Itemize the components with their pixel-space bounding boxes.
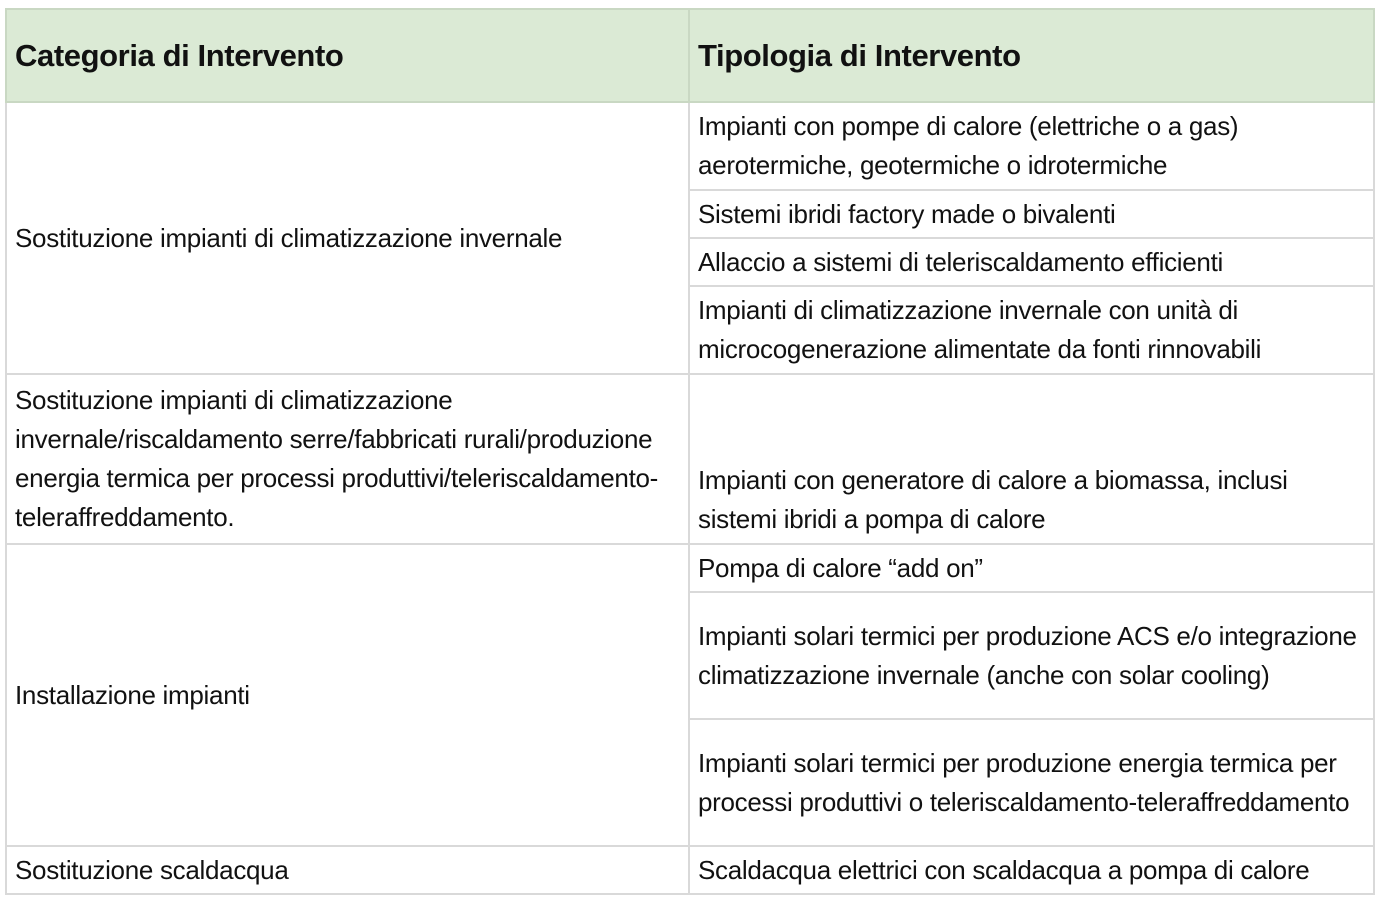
category-cell: Sostituzione impianti di climatizzazione invernale — [6, 102, 689, 374]
typology-cell: Impianti con generatore di calore a biomassa, inclusi sistemi ibridi a pompa di calore — [689, 374, 1374, 544]
typology-cell: Allaccio a sistemi di teleriscaldamento efficienti — [689, 238, 1374, 286]
category-cell: Installazione impianti — [6, 544, 689, 846]
typology-cell: Impianti solari termici per produzione energia termica per processi produttivi o teleriscaldamento-teleraffreddamento — [689, 719, 1374, 846]
table-row — [6, 846, 1374, 894]
table-row — [6, 102, 1374, 190]
table-row — [6, 374, 1374, 544]
typology-cell: Pompa di calore “add on” — [689, 544, 1374, 592]
table-row — [6, 544, 1374, 592]
typology-cell: Impianti di climatizzazione invernale con unità di microcogenerazione alimentate da fonti rinnovabili — [689, 286, 1374, 374]
typology-cell: Impianti con pompe di calore (elettriche o a gas) aerotermiche, geotermiche o idrotermiche — [689, 102, 1374, 190]
typology-cell: Impianti solari termici per produzione ACS e/o integrazione climatizzazione invernale (anche con solar cooling) — [689, 592, 1374, 719]
header-category: Categoria di Intervento — [6, 9, 689, 102]
typology-cell: Scaldacqua elettrici con scaldacqua a pompa di calore — [689, 846, 1374, 894]
category-cell: Sostituzione impianti di climatizzazione invernale/riscaldamento serre/fabbricati rurali/produzione energia termica per processi produttivi/teleriscaldamento-teleraffreddamento. — [6, 374, 689, 544]
typology-cell: Sistemi ibridi factory made o bivalenti — [689, 190, 1374, 238]
header-row — [6, 9, 1374, 102]
category-cell: Sostituzione scaldacqua — [6, 846, 689, 894]
header-typology: Tipologia di Intervento — [689, 9, 1374, 102]
interventions-table — [5, 8, 1375, 895]
